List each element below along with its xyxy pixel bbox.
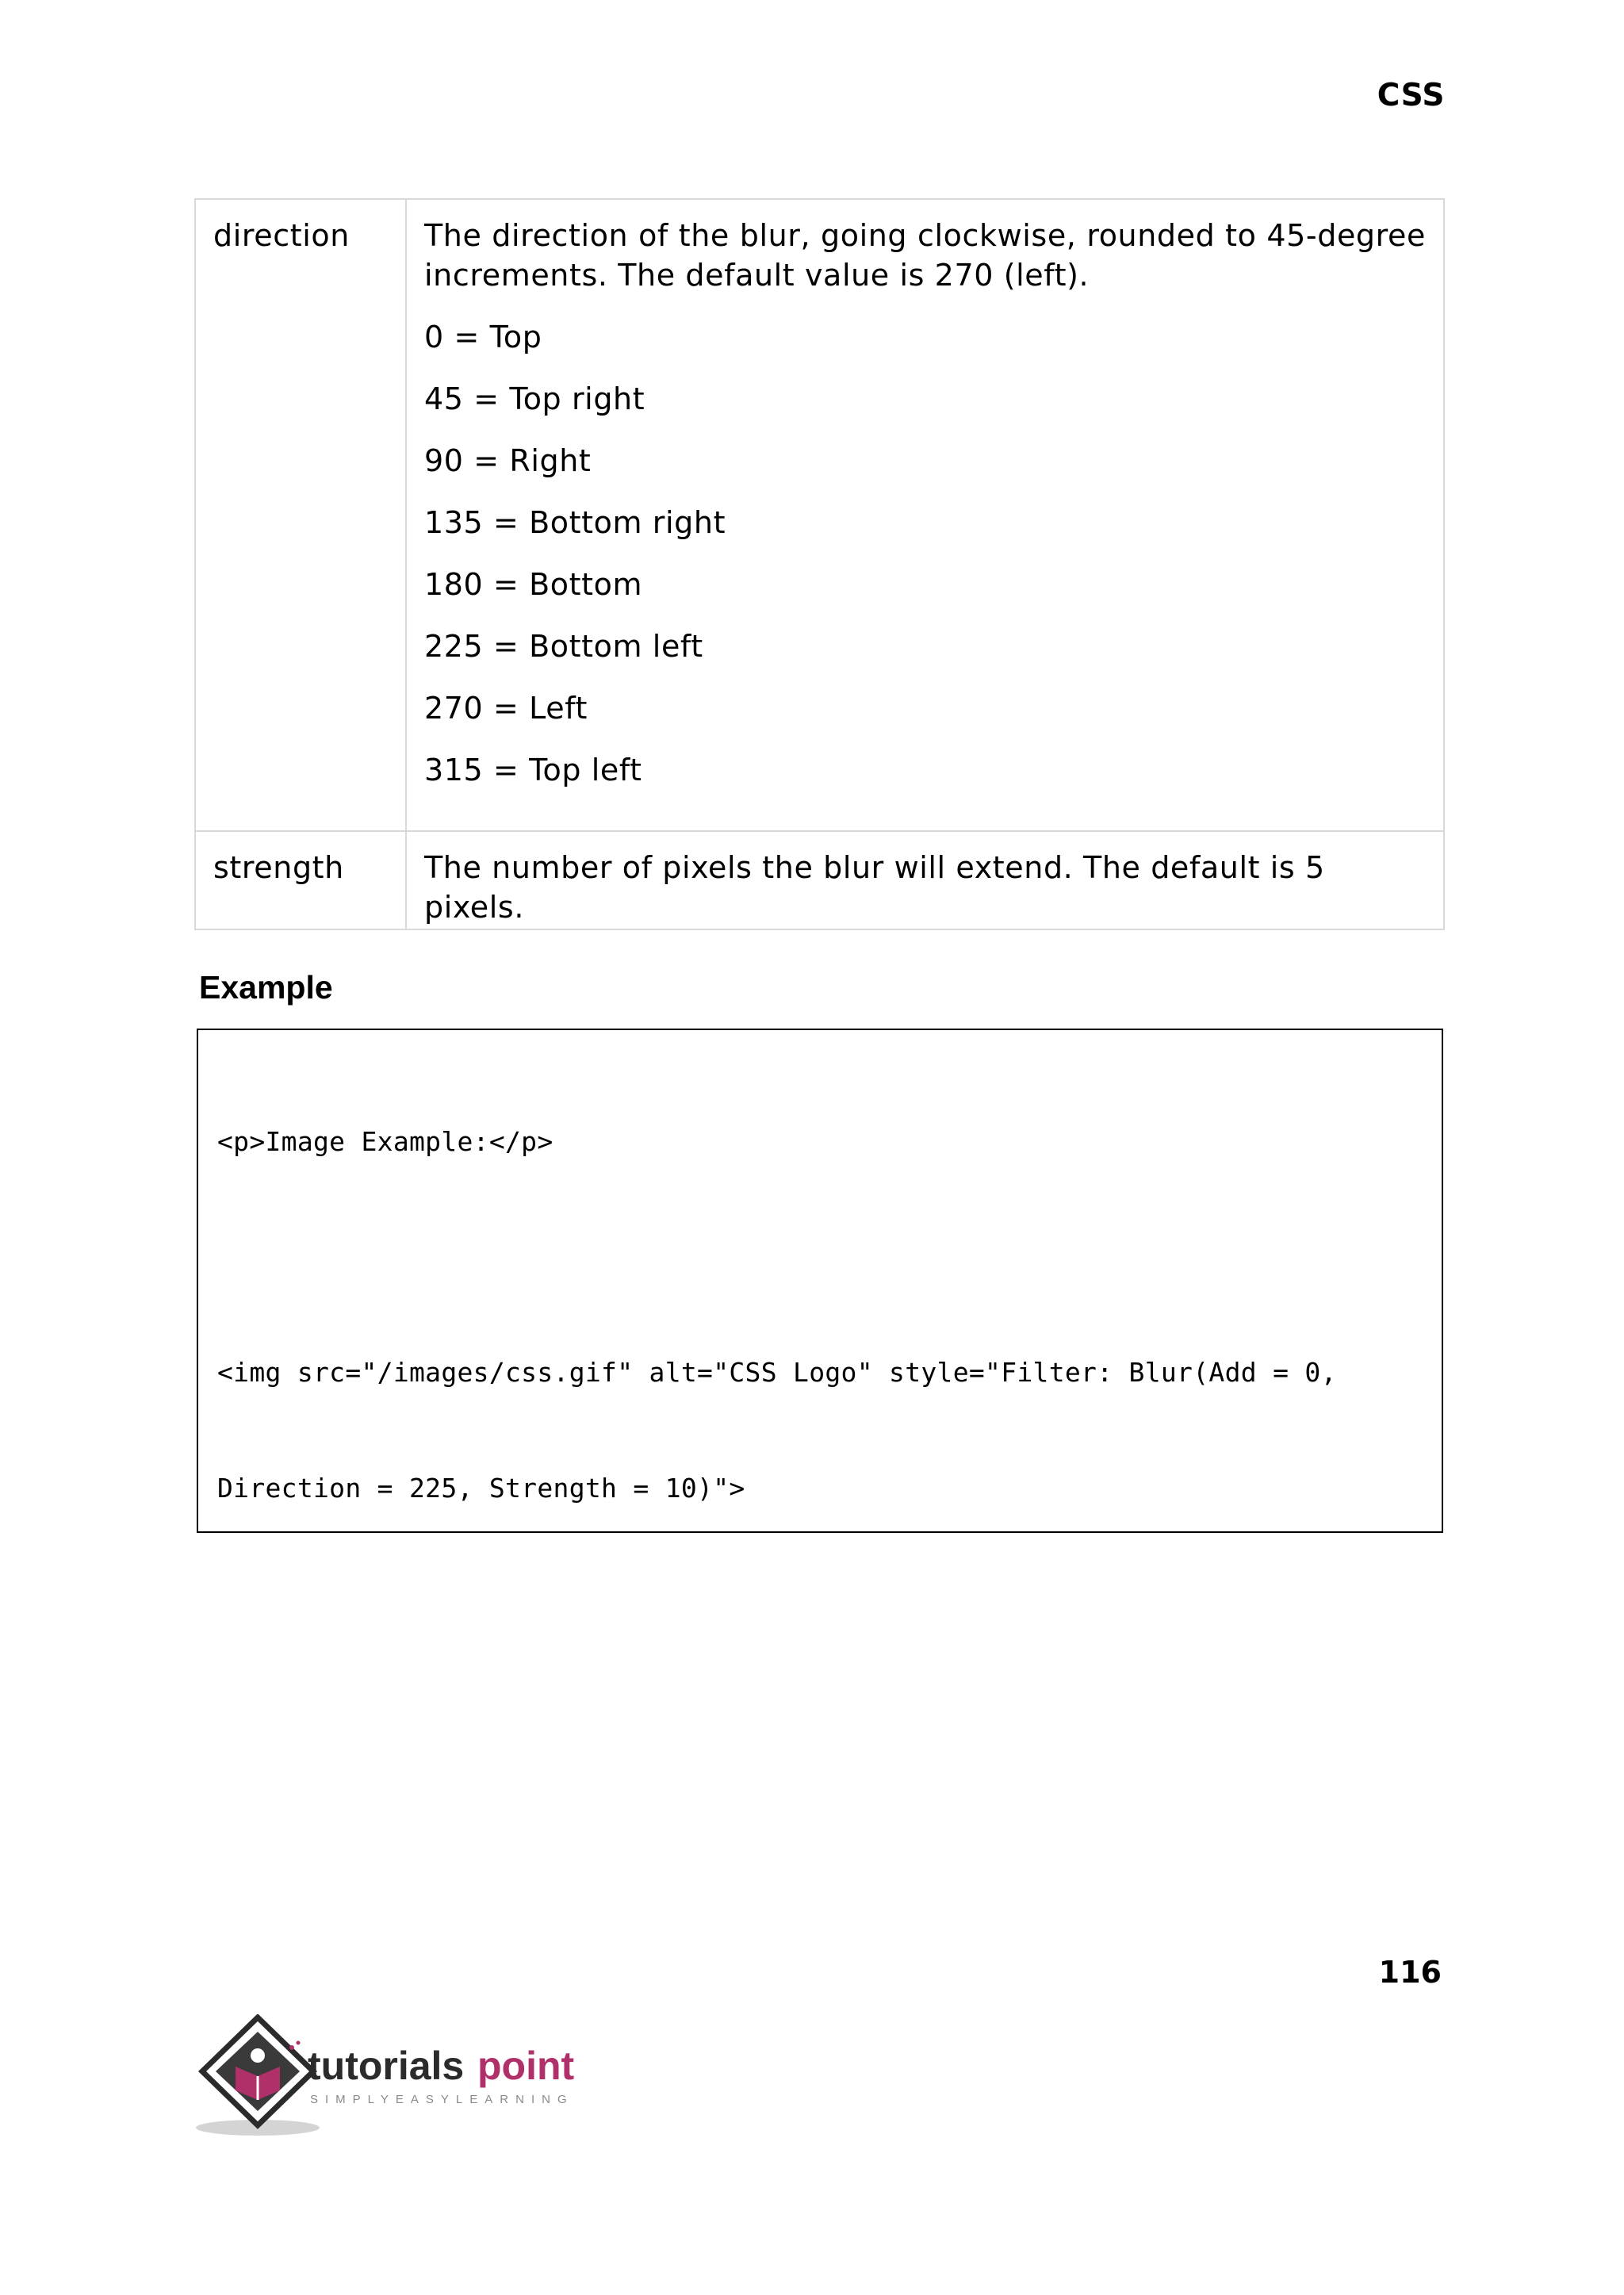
value-line: 45 = Top right: [424, 381, 645, 416]
table-row-direction: [195, 199, 1444, 831]
param-description-cell: [406, 199, 1444, 831]
param-description: The direction of the blur, going clockwise, rounded to 45-degree increments. The default value is 270 (left).: [424, 218, 1426, 293]
param-description-cell: [406, 831, 1444, 929]
code-line: <p>Image Example:</p>: [217, 1126, 553, 1157]
value-line: 315 = Top left: [424, 753, 642, 787]
tutorialspoint-logo: [194, 2014, 607, 2141]
value-line: 90 = Right: [424, 443, 592, 478]
code-line: <img src="/images/css.gif" alt="CSS Logo" style="Filter: Blur(Add = 0,: [217, 1357, 1337, 1388]
code-example-box: [197, 1029, 1443, 1533]
param-description: The number of pixels the blur will extend. The default is 5 pixels.: [424, 850, 1325, 925]
running-header: CSS: [1377, 78, 1445, 113]
page-number: 116: [1378, 1955, 1442, 1990]
example-heading: Example: [199, 969, 333, 1006]
param-name: strength: [213, 850, 344, 885]
value-line: 180 = Bottom: [424, 567, 643, 602]
logo-dot: [289, 2045, 294, 2050]
logo-dot: [297, 2041, 301, 2045]
parameter-table: [194, 198, 1445, 930]
value-line: 135 = Bottom right: [424, 505, 726, 540]
param-name-cell: [195, 199, 406, 831]
code-line: [217, 1239, 1423, 1278]
logo-tagline: SIMPLYEASYLEARNING: [310, 2093, 574, 2106]
logo-person-head: [251, 2048, 265, 2063]
param-name-cell: [195, 831, 406, 929]
param-name: direction: [213, 218, 350, 253]
value-line: 0 = Top: [424, 320, 542, 354]
value-line: 270 = Left: [424, 691, 588, 726]
table-row-strength: [195, 831, 1444, 929]
logo-word-part2: point: [477, 2044, 575, 2088]
logo-word-part1: tutorials: [308, 2044, 465, 2088]
value-line: 225 = Bottom left: [424, 629, 703, 664]
code-line: Direction = 225, Strength = 10)">: [217, 1472, 745, 1504]
